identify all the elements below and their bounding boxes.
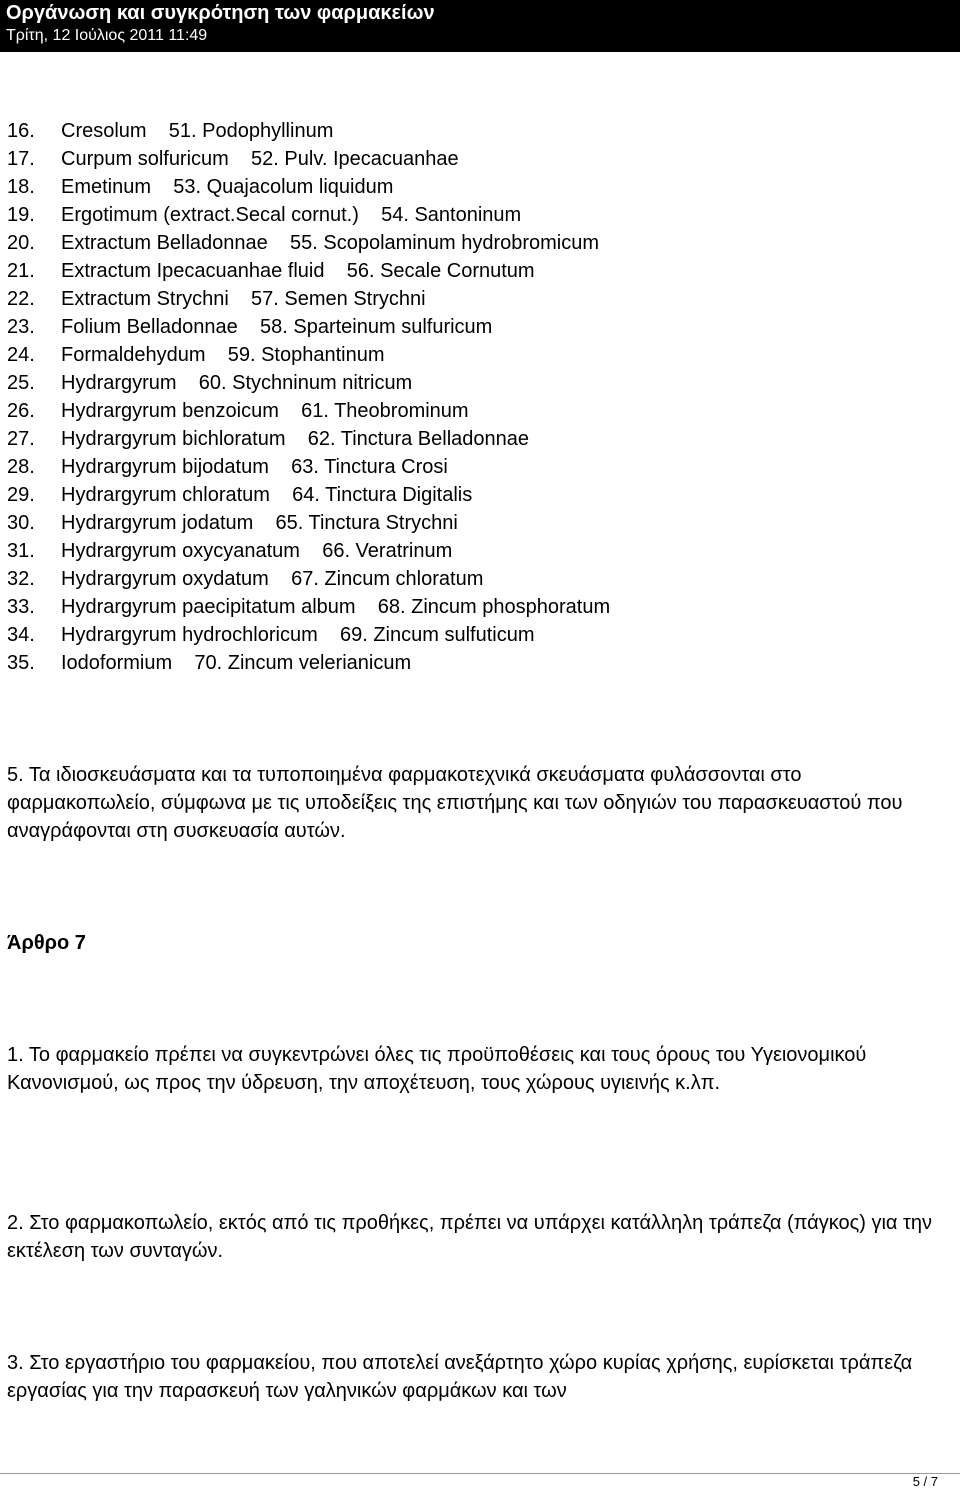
list-item	[7, 201, 610, 229]
list-item	[7, 565, 610, 593]
list-item	[7, 313, 610, 341]
list-item-text: Hydrargyrum chloratum 64. Tinctura Digitalis	[61, 484, 473, 506]
list-item-text: Hydrargyrum 60. Stychninum nitricum	[61, 372, 413, 394]
list-item-number: 28.	[7, 456, 35, 478]
list-item-number: 32.	[7, 568, 35, 590]
list-item-number: 29.	[7, 484, 35, 506]
list-item-text: Formaldehydum 59. Stophantinum	[61, 344, 385, 366]
list-item-text: Folium Belladonnae 58. Sparteinum sulfuricum	[61, 316, 493, 338]
list-item-number: 18.	[7, 176, 35, 198]
list-item	[7, 453, 610, 481]
list-item-number: 35.	[7, 652, 35, 674]
list-item-number: 24.	[7, 344, 35, 366]
list-item-text: Extractum Ipecacuanhae fluid 56. Secale Cornutum	[61, 260, 535, 282]
list-item-number: 21.	[7, 260, 35, 282]
list-item-number: 30.	[7, 512, 35, 534]
list-item	[7, 509, 610, 537]
list-item-text: Ergotimum (extract.Secal cornut.) 54. Santoninum	[61, 204, 522, 226]
list-item-number: 22.	[7, 288, 35, 310]
list-item	[7, 341, 610, 369]
list-item-text: Hydrargyrum bijodatum 63. Tinctura Crosi	[61, 456, 448, 478]
list-item-number: 31.	[7, 540, 35, 562]
list-item-text: Iodoformium 70. Zincum velerianicum	[61, 652, 412, 674]
list-item-text: Hydrargyrum jodatum 65. Tinctura Strychni	[61, 512, 458, 534]
list-item	[7, 285, 610, 313]
list-item-text: Hydrargyrum oxycyanatum 66. Veratrinum	[61, 540, 453, 562]
list-item-text: Curpum solfuricum 52. Pulv. Ipecacuanhae	[61, 148, 459, 170]
list-item-number: 23.	[7, 316, 35, 338]
paragraph-2: 2. Στο φαρμακοπωλείο, εκτός από τις προθήκες, πρέπει να υπάρχει κατάλληλη τράπεζα (πάγκος) για την εκτέλεση των συνταγών.	[7, 1212, 933, 1262]
list-item-number: 19.	[7, 204, 35, 226]
list-item-number: 16.	[7, 120, 35, 142]
list-item	[7, 117, 610, 145]
page-header	[0, 0, 960, 52]
list-item-text: Extractum Belladonnae 55. Scopolaminum hydrobromicum	[61, 232, 600, 254]
list-item	[7, 593, 610, 621]
paragraph-1: 1. Το φαρμακείο πρέπει να συγκεντρώνει όλες τις προϋποθέσεις και τους όρους του Υγειονομικού Κανονισμού, ως προς την ύδρευση, την αποχέτευση, τους χώρους υγιεινής κ.λπ.	[7, 1044, 867, 1094]
list-item	[7, 621, 610, 649]
list-item-text: Hydrargyrum bichloratum 62. Tinctura Belladonnae	[61, 428, 530, 450]
list-item	[7, 649, 610, 677]
list-item-text: Extractum Strychni 57. Semen Strychni	[61, 288, 426, 310]
paragraph-3: 3. Στο εργαστήριο του φαρμακείου, που αποτελεί ανεξάρτητο χώρο κυρίας χρήσης, ευρίσκεται τράπεζα εργασίας για την παρασκευή των γαληνικών φαρμάκων και των	[7, 1352, 913, 1402]
list-item	[7, 481, 610, 509]
list-item-number: 17.	[7, 148, 35, 170]
footer-divider	[0, 1473, 960, 1474]
substance-list	[7, 117, 610, 677]
list-item	[7, 369, 610, 397]
list-item-number: 27.	[7, 428, 35, 450]
list-item-text: Emetinum 53. Quajacolum liquidum	[61, 176, 394, 198]
list-item	[7, 257, 610, 285]
list-item-number: 33.	[7, 596, 35, 618]
list-item	[7, 229, 610, 257]
list-item-number: 25.	[7, 372, 35, 394]
paragraph-5: 5. Τα ιδιοσκευάσματα και τα τυποποιημένα φαρμακοτεχνικά σκευάσματα φυλάσσονται στο φαρμακοπωλείο, σύμφωνα με τις υποδείξεις της επιστήμης και των οδηγιών του παρασκευαστού που αναγράφονται στη συσκευασία αυτών.	[7, 764, 903, 842]
list-item-text: Hydrargyrum benzoicum 61. Theobrominum	[61, 400, 469, 422]
page-date: Τρίτη, 12 Ιούλιος 2011 11:49	[6, 27, 208, 44]
list-item-number: 20.	[7, 232, 35, 254]
list-item-text: Hydrargyrum paecipitatum album 68. Zincum phosphoratum	[61, 596, 611, 618]
list-item-text: Hydrargyrum oxydatum 67. Zincum chloratum	[61, 568, 484, 590]
list-item-text: Cresolum 51. Podophyllinum	[61, 120, 334, 142]
list-item	[7, 425, 610, 453]
list-item-text: Hydrargyrum hydrochloricum 69. Zincum sulfuticum	[61, 624, 535, 646]
list-item	[7, 145, 610, 173]
page-title: Οργάνωση και συγκρότηση των φαρμακείων	[6, 2, 435, 24]
list-item	[7, 173, 610, 201]
article-heading: Άρθρο 7	[7, 932, 86, 954]
list-item	[7, 397, 610, 425]
list-item-number: 26.	[7, 400, 35, 422]
list-item	[7, 537, 610, 565]
list-item-number: 34.	[7, 624, 35, 646]
page-number: 5 / 7	[912, 1474, 938, 1489]
